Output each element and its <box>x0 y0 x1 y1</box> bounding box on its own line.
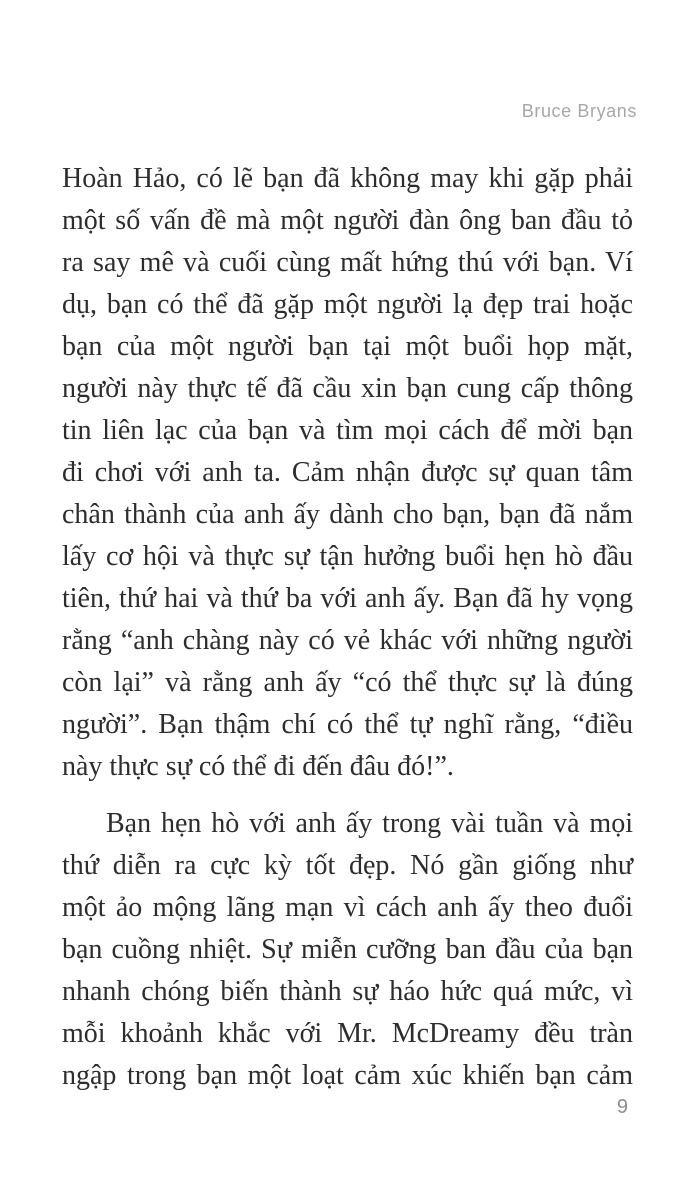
paragraph-1 <box>62 158 633 788</box>
text-line: này thực sự có thể đi đến đâu đó!”. <box>62 751 454 782</box>
text-line: người này thực tế đã cầu xin bạn cung cấp thông <box>62 373 633 404</box>
text-line: Bạn hẹn hò với anh ấy trong vài tuần và mọi <box>106 808 633 839</box>
text-line: tiên, thứ hai và thứ ba với anh ấy. Bạn đã hy vọng <box>62 583 633 614</box>
text-line: người”. Bạn thậm chí có thể tự nghĩ rằng, “điều <box>62 709 633 740</box>
text-line: một số vấn đề mà một người đàn ông ban đầu tỏ <box>62 205 633 236</box>
page-number <box>617 1096 628 1119</box>
text-line: bạn của một người bạn tại một buổi họp mặt, <box>62 331 633 362</box>
text-line: Hoàn Hảo, có lẽ bạn đã không may khi gặp phải <box>62 163 633 194</box>
text-line: thứ diễn ra cực kỳ tốt đẹp. Nó gần giống như <box>62 850 633 881</box>
text-line: tin liên lạc của bạn và tìm mọi cách để mời bạn <box>62 415 633 446</box>
text-line: ra say mê và cuối cùng mất hứng thú với bạn. Ví <box>62 247 633 278</box>
running-header <box>522 101 637 122</box>
text-line: nhanh chóng biến thành sự háo hức quá mức, vì <box>62 976 633 1007</box>
text-line: đi chơi với anh ta. Cảm nhận được sự quan tâm <box>62 457 633 488</box>
text-line: chân thành của anh ấy dành cho bạn, bạn đã nắm <box>62 499 633 530</box>
page-body <box>62 158 633 1097</box>
page-number-value: 9 <box>616 1096 628 1118</box>
text-line: một ảo mộng lãng mạn vì cách anh ấy theo đuổi <box>62 892 633 923</box>
text-line: rằng “anh chàng này có vẻ khác với những người <box>62 625 633 656</box>
text-line: ngập trong bạn một loạt cảm xúc khiến bạn cảm <box>62 1060 633 1091</box>
paragraph-2 <box>62 803 633 1097</box>
text-line: bạn cuồng nhiệt. Sự miễn cưỡng ban đầu của bạn <box>62 934 633 965</box>
author-name: Bruce Bryans <box>521 101 637 121</box>
text-line: còn lại” và rằng anh ấy “có thể thực sự là đúng <box>62 667 633 698</box>
text-line: mỗi khoảnh khắc với Mr. McDreamy đều tràn <box>62 1018 633 1049</box>
text-line: dụ, bạn có thể đã gặp một người lạ đẹp trai hoặc <box>62 289 633 320</box>
text-line: lấy cơ hội và thực sự tận hưởng buổi hẹn hò đầu <box>62 541 633 572</box>
